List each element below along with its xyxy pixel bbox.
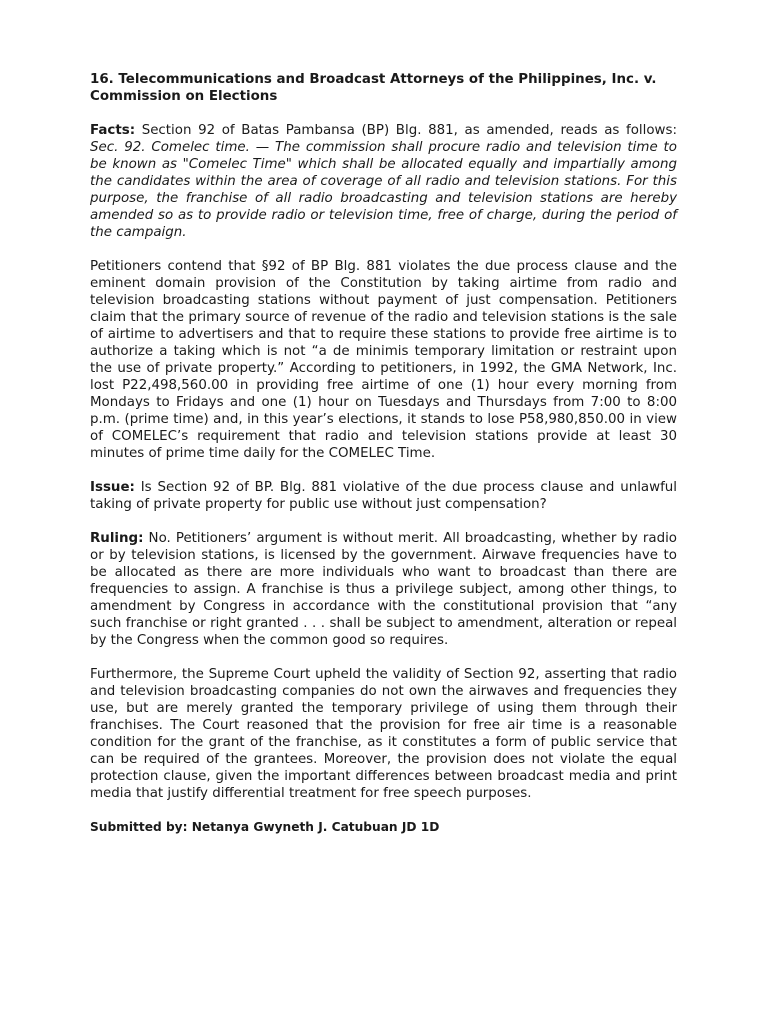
ruling-label: Ruling: (90, 531, 144, 546)
issue-paragraph (90, 479, 677, 513)
facts-intro: Section 92 of Batas Pambansa (BP) Blg. 881, as amended, reads as follows: (135, 123, 677, 138)
furthermore-paragraph: Furthermore, the Supreme Court upheld the validity of Section 92, asserting that radio and television broadcasting companies do not own the airwaves and frequencies they use, but are merely granted the temporary privilege of using them through their franchises. The Court reasoned that the provision for free air time is a reasonable condition for the grant of the franchise, as it constitutes a form of public service that can be required of the grantees. Moreover, the provision does not violate the equal protection clause, given the important differences between broadcast media and print media that justify differential treatment for free speech purposes. (90, 667, 677, 801)
petitioners-paragraph: Petitioners contend that §92 of BP Blg. 881 violates the due process clause and the eminent domain provision of the Constitution by taking airtime from radio and television broadcasting stations without payment of just compensation. Petitioners claim that the primary source of revenue of the radio and television stations is the sale of airtime to advertisers and that to require these stations to provide free airtime is to authorize a taking which is not “a de minimis temporary limitation or restraint upon the use of private property.” According to petitioners, in 1992, the GMA Network, Inc. lost P22,498,560.00 in providing free airtime of one (1) hour every morning from Mondays to Fridays and one (1) hour on Tuesdays and Thursdays from 7:00 to 8:00 p.m. (prime time) and, in this year’s elections, it stands to lose P58,980,850.00 in view of COMELEC’s requirement that radio and television stations provide at least 30 minutes of prime time daily for the COMELEC Time. (90, 259, 677, 461)
ruling-paragraph (90, 530, 677, 649)
submitted-by: Submitted by: Netanya Gwyneth J. Catubuan JD 1D (90, 820, 440, 834)
document-page (90, 71, 677, 836)
facts-quote: Sec. 92. Comelec time. — The commission shall procure radio and television time to be known as "Comelec Time" which shall be allocated equally and impartially among the candidates within the area of coverage of all radio and television stations. For this purpose, the franchise of all radio broadcasting and television stations are hereby amended so as to provide radio or television time, free of charge, during the period of the campaign. (90, 140, 677, 240)
facts-paragraph (90, 122, 677, 241)
ruling-text: No. Petitioners’ argument is without merit. All broadcasting, whether by radio or by television stations, is licensed by the government. Airwave frequencies have to be allocated as there are more individuals who want to broadcast than there are frequencies to assign. A franchise is thus a privilege subject, among other things, to amendment by Congress in accordance with the constitutional provision that “any such franchise or right granted . . . shall be subject to amendment, alteration or repeal by the Congress when the common good so requires. (90, 531, 677, 648)
case-title: 16. Telecommunications and Broadcast Attorneys of the Philippines, Inc. v. Commission on Elections (90, 72, 657, 104)
issue-text: Is Section 92 of BP. Blg. 881 violative of the due process clause and unlawful taking of private property for public use without just compensation? (90, 480, 677, 512)
issue-label: Issue: (90, 480, 135, 495)
facts-label: Facts: (90, 123, 136, 138)
